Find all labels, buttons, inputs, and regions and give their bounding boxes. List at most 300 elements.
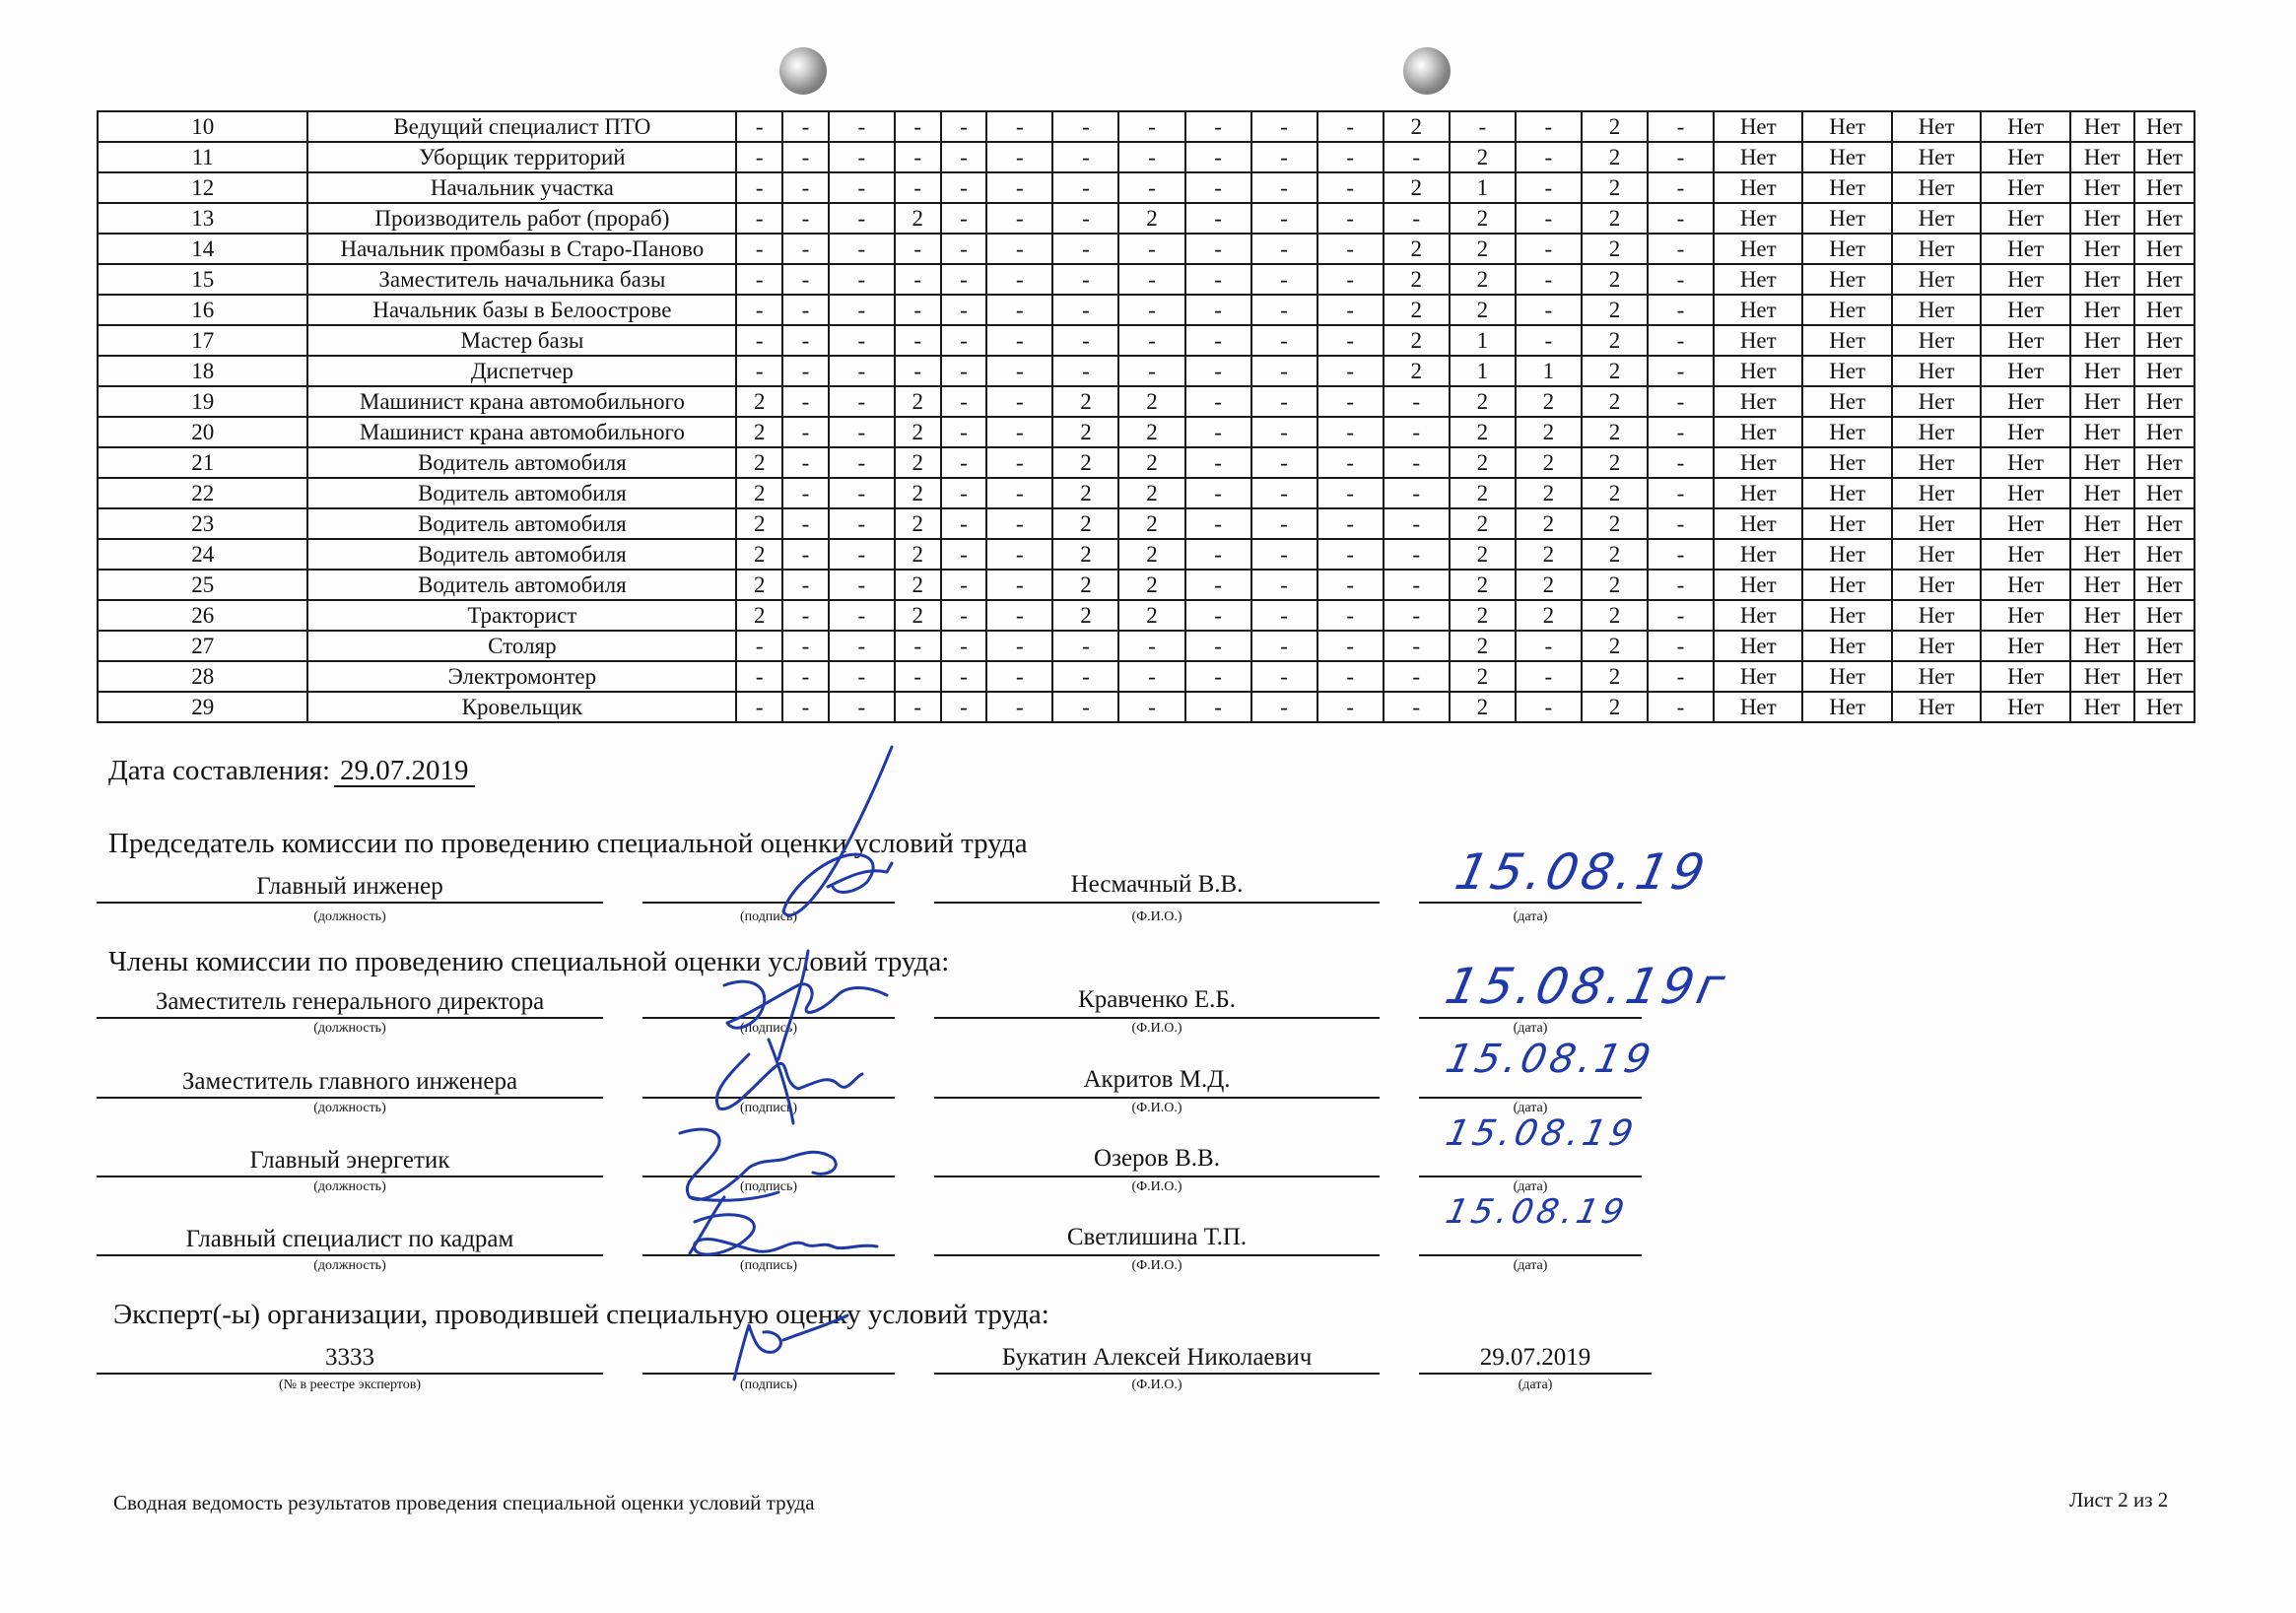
guarantee-cell: Нет	[1714, 417, 1802, 447]
guarantee-cell: Нет	[1892, 661, 1981, 692]
fio-caption: (Ф.И.О.)	[1131, 1258, 1182, 1273]
factor-class-cell: -	[829, 111, 895, 142]
factor-class-cell: -	[1317, 234, 1384, 264]
expert-registry: 3333	[325, 1344, 374, 1371]
factor-class-cell: -	[782, 539, 829, 570]
job-title: Начальник участка	[307, 172, 736, 203]
factor-class-cell: 2	[1052, 570, 1118, 600]
guarantee-cell: Нет	[1714, 172, 1802, 203]
guarantee-cell: Нет	[1892, 111, 1981, 142]
factor-class-cell: -	[782, 508, 829, 539]
factor-class-cell: -	[736, 356, 782, 386]
factor-class-cell: 2	[1582, 570, 1648, 600]
guarantee-cell: Нет	[1802, 417, 1891, 447]
table-row	[98, 539, 2195, 570]
factor-class-cell: -	[1516, 325, 1582, 356]
guarantee-cell: Нет	[1981, 264, 2069, 295]
factor-class-cell: 2	[895, 570, 941, 600]
factor-class-cell: -	[736, 234, 782, 264]
factor-class-cell: 2	[736, 478, 782, 508]
factor-class-cell: -	[782, 570, 829, 600]
guarantee-cell: Нет	[1802, 142, 1891, 172]
member-handwritten-date: 15.08.19г	[1440, 958, 1734, 1015]
guarantee-cell: Нет	[2134, 692, 2195, 722]
factor-class-cell: -	[1118, 234, 1184, 264]
guarantee-cell: Нет	[1714, 447, 1802, 478]
guarantee-cell: Нет	[2134, 600, 2195, 631]
guarantee-cell: Нет	[2134, 203, 2195, 234]
factor-class-cell: -	[1185, 417, 1251, 447]
factor-class-cell: -	[829, 356, 895, 386]
factor-class-cell: -	[1317, 539, 1384, 570]
factor-class-cell: 2	[1052, 417, 1118, 447]
row-number: 13	[98, 203, 307, 234]
position-caption: (должность)	[313, 1021, 386, 1036]
guarantee-cell: Нет	[1892, 692, 1981, 722]
position-line	[97, 1017, 603, 1019]
job-title: Начальник промбазы в Старо-Паново	[307, 234, 736, 264]
factor-class-cell: -	[1118, 692, 1184, 722]
factor-class-cell: -	[1648, 142, 1714, 172]
factor-class-cell: -	[782, 631, 829, 661]
factor-class-cell: -	[941, 661, 987, 692]
signature-line	[642, 1097, 895, 1099]
date-caption: (дата)	[1513, 1258, 1548, 1273]
factor-class-cell: 2	[1582, 692, 1648, 722]
signature-caption: (подпись)	[739, 1101, 798, 1115]
factor-class-cell: 2	[1118, 600, 1184, 631]
factor-class-cell: -	[1052, 172, 1118, 203]
factor-class-cell: 2	[1582, 417, 1648, 447]
factor-class-cell: -	[941, 295, 987, 325]
guarantee-cell: Нет	[2134, 417, 2195, 447]
factor-class-cell: -	[1185, 447, 1251, 478]
date-line	[1419, 1017, 1642, 1019]
row-number: 25	[98, 570, 307, 600]
factor-class-cell: -	[941, 539, 987, 570]
factor-class-cell: 2	[895, 508, 941, 539]
factor-class-cell: 2	[1582, 111, 1648, 142]
factor-class-cell: -	[1251, 142, 1317, 172]
footer-text: Сводная ведомость результатов проведения специальной оценки условий труда	[113, 1491, 815, 1514]
factor-class-cell: -	[782, 172, 829, 203]
compiled-date-line	[108, 755, 475, 787]
table-row	[98, 111, 2195, 142]
factor-class-cell: 2	[736, 508, 782, 539]
factor-class-cell: -	[1185, 631, 1251, 661]
factor-class-cell: -	[1251, 661, 1317, 692]
chair-position-caption: (должность)	[313, 909, 386, 924]
factor-class-cell: -	[1251, 386, 1317, 417]
guarantee-cell: Нет	[1714, 111, 1802, 142]
guarantee-cell: Нет	[1714, 234, 1802, 264]
factor-class-cell: -	[1251, 264, 1317, 295]
factor-class-cell: -	[895, 234, 941, 264]
factor-class-cell: -	[941, 417, 987, 447]
factor-class-cell: -	[1384, 600, 1450, 631]
factor-class-cell: -	[941, 600, 987, 631]
guarantee-cell: Нет	[1802, 508, 1891, 539]
factor-class-cell: -	[736, 661, 782, 692]
factor-class-cell: -	[736, 325, 782, 356]
factor-class-cell: 2	[1450, 264, 1516, 295]
factor-class-cell: -	[986, 234, 1052, 264]
factor-class-cell: 2	[1052, 386, 1118, 417]
job-title: Электромонтер	[307, 661, 736, 692]
guarantee-cell: Нет	[1981, 295, 2069, 325]
date-caption: (дата)	[1513, 1101, 1548, 1115]
job-title: Водитель автомобиля	[307, 447, 736, 478]
factor-class-cell: 2	[1450, 203, 1516, 234]
table-row	[98, 234, 2195, 264]
guarantee-cell: Нет	[1802, 478, 1891, 508]
guarantee-cell: Нет	[2134, 508, 2195, 539]
factor-class-cell: -	[941, 234, 987, 264]
factor-class-cell: 2	[1582, 295, 1648, 325]
factor-class-cell: -	[782, 142, 829, 172]
factor-class-cell: -	[1648, 417, 1714, 447]
factor-class-cell: -	[782, 447, 829, 478]
factor-class-cell: -	[1251, 172, 1317, 203]
factor-class-cell: -	[782, 203, 829, 234]
factor-class-cell: -	[829, 661, 895, 692]
guarantee-cell: Нет	[1802, 325, 1891, 356]
fio-caption: (Ф.И.О.)	[1131, 1021, 1182, 1036]
factor-class-cell: -	[1648, 264, 1714, 295]
factor-class-cell: 2	[1384, 295, 1450, 325]
factor-class-cell: -	[1185, 570, 1251, 600]
guarantee-cell: Нет	[1714, 600, 1802, 631]
factor-class-cell: 2	[1118, 570, 1184, 600]
factor-class-cell: 2	[1118, 386, 1184, 417]
chair-title: Председатель комиссии по проведению специальной оценки условий труда	[108, 828, 1028, 859]
row-number: 22	[98, 478, 307, 508]
factor-class-cell: -	[1516, 692, 1582, 722]
factor-class-cell: -	[1317, 203, 1384, 234]
factor-class-cell: -	[895, 142, 941, 172]
guarantee-cell: Нет	[1981, 478, 2069, 508]
factor-class-cell: -	[941, 264, 987, 295]
guarantee-cell: Нет	[2134, 142, 2195, 172]
factor-class-cell: -	[986, 508, 1052, 539]
factor-class-cell: -	[1251, 539, 1317, 570]
factor-class-cell: -	[1185, 111, 1251, 142]
factor-class-cell: -	[1251, 325, 1317, 356]
factor-class-cell: -	[736, 692, 782, 722]
guarantee-cell: Нет	[1981, 600, 2069, 631]
factor-class-cell: 2	[895, 478, 941, 508]
factor-class-cell: -	[829, 234, 895, 264]
guarantee-cell: Нет	[1714, 295, 1802, 325]
factor-class-cell: -	[1648, 447, 1714, 478]
factor-class-cell: 2	[1118, 447, 1184, 478]
factor-class-cell: 2	[1450, 417, 1516, 447]
row-number: 19	[98, 386, 307, 417]
factor-class-cell: -	[829, 508, 895, 539]
factor-class-cell: 2	[736, 570, 782, 600]
factor-class-cell: -	[1052, 692, 1118, 722]
table-row	[98, 417, 2195, 447]
guarantee-cell: Нет	[1981, 325, 2069, 356]
guarantee-cell: Нет	[1802, 264, 1891, 295]
factor-class-cell: -	[1185, 264, 1251, 295]
guarantee-cell: Нет	[1981, 386, 2069, 417]
position-caption: (должность)	[313, 1101, 386, 1115]
factor-class-cell: -	[941, 111, 987, 142]
members-title: Члены комиссии по проведению специальной оценки условий труда:	[108, 946, 950, 977]
guarantee-cell: Нет	[2134, 234, 2195, 264]
factor-class-cell: -	[1251, 631, 1317, 661]
factor-class-cell: -	[1185, 386, 1251, 417]
job-title: Машинист крана автомобильного	[307, 417, 736, 447]
factor-class-cell: -	[1251, 508, 1317, 539]
table-row	[98, 356, 2195, 386]
factor-class-cell: 2	[1450, 692, 1516, 722]
factor-class-cell: 2	[1582, 600, 1648, 631]
factor-class-cell: 2	[1384, 111, 1450, 142]
factor-class-cell: -	[1384, 661, 1450, 692]
factor-class-cell: 2	[1450, 631, 1516, 661]
fio-line	[934, 1176, 1380, 1177]
factor-class-cell: 2	[1582, 264, 1648, 295]
factor-class-cell: -	[986, 661, 1052, 692]
factor-class-cell: -	[1052, 234, 1118, 264]
table-row	[98, 447, 2195, 478]
factor-class-cell: -	[986, 295, 1052, 325]
factor-class-cell: -	[1317, 692, 1384, 722]
factor-class-cell: -	[986, 417, 1052, 447]
factor-class-cell: -	[1052, 325, 1118, 356]
factor-class-cell: -	[1648, 600, 1714, 631]
factor-class-cell: -	[986, 386, 1052, 417]
fio-line	[934, 1097, 1380, 1099]
factor-class-cell: -	[829, 325, 895, 356]
factor-class-cell: -	[1384, 478, 1450, 508]
guarantee-cell: Нет	[2070, 508, 2134, 539]
guarantee-cell: Нет	[2070, 203, 2134, 234]
factor-class-cell: -	[829, 172, 895, 203]
guarantee-cell: Нет	[1714, 570, 1802, 600]
guarantee-cell: Нет	[2134, 111, 2195, 142]
guarantee-cell: Нет	[2070, 295, 2134, 325]
factor-class-cell: -	[1516, 172, 1582, 203]
factor-class-cell: -	[986, 172, 1052, 203]
factor-class-cell: -	[1052, 111, 1118, 142]
factor-class-cell: -	[1648, 234, 1714, 264]
factor-class-cell: -	[1251, 570, 1317, 600]
row-number: 17	[98, 325, 307, 356]
factor-class-cell: -	[736, 172, 782, 203]
factor-class-cell: -	[1185, 600, 1251, 631]
signature-line	[642, 1254, 895, 1256]
guarantee-cell: Нет	[1714, 661, 1802, 692]
factor-class-cell: 2	[1582, 661, 1648, 692]
factor-class-cell: 2	[1450, 447, 1516, 478]
member-name: Акритов М.Д.	[1083, 1066, 1231, 1093]
factor-class-cell: -	[986, 203, 1052, 234]
job-title: Заместитель начальника базы	[307, 264, 736, 295]
factor-class-cell: -	[829, 264, 895, 295]
guarantee-cell: Нет	[1981, 447, 2069, 478]
factor-class-cell: 2	[1384, 264, 1450, 295]
chair-fio-caption: (Ф.И.О.)	[1131, 909, 1182, 924]
chair-date-caption: (дата)	[1513, 909, 1548, 924]
table-row	[98, 692, 2195, 722]
factor-class-cell: -	[1317, 264, 1384, 295]
factor-class-cell: -	[986, 356, 1052, 386]
factor-class-cell: 2	[895, 203, 941, 234]
compiled-date-value: 29.07.2019	[334, 756, 475, 787]
signature-line	[642, 1017, 895, 1019]
factor-class-cell: 2	[1582, 142, 1648, 172]
row-number: 12	[98, 172, 307, 203]
guarantee-cell: Нет	[1981, 172, 2069, 203]
guarantee-cell: Нет	[1802, 386, 1891, 417]
guarantee-cell: Нет	[1802, 631, 1891, 661]
position-line	[97, 1254, 603, 1256]
factor-class-cell: 2	[1582, 234, 1648, 264]
factor-class-cell: -	[1251, 295, 1317, 325]
factor-class-cell: -	[1185, 295, 1251, 325]
factor-class-cell: -	[1118, 172, 1184, 203]
factor-class-cell: 2	[736, 600, 782, 631]
member-position: Заместитель генерального директора	[155, 988, 545, 1015]
factor-class-cell: -	[941, 508, 987, 539]
factor-class-cell: -	[1648, 631, 1714, 661]
factor-class-cell: -	[1185, 692, 1251, 722]
guarantee-cell: Нет	[2134, 539, 2195, 570]
guarantee-cell: Нет	[2070, 600, 2134, 631]
member-name: Светлишина Т.П.	[1066, 1224, 1248, 1250]
factor-class-cell: -	[782, 295, 829, 325]
factor-class-cell: -	[1384, 386, 1450, 417]
factor-class-cell: -	[829, 386, 895, 417]
factor-class-cell: 2	[895, 417, 941, 447]
factor-class-cell: 2	[1582, 539, 1648, 570]
factor-class-cell: 2	[895, 447, 941, 478]
factor-class-cell: -	[1118, 661, 1184, 692]
factor-class-cell: 2	[895, 386, 941, 417]
row-number: 29	[98, 692, 307, 722]
guarantee-cell: Нет	[1981, 692, 2069, 722]
table-row	[98, 631, 2195, 661]
factor-class-cell: 2	[1052, 447, 1118, 478]
factor-class-cell: -	[829, 600, 895, 631]
guarantee-cell: Нет	[2070, 386, 2134, 417]
factor-class-cell: -	[1251, 234, 1317, 264]
factor-class-cell: -	[1317, 570, 1384, 600]
guarantee-cell: Нет	[1802, 570, 1891, 600]
position-line	[97, 1097, 603, 1099]
guarantee-cell: Нет	[2134, 295, 2195, 325]
factor-class-cell: -	[1384, 570, 1450, 600]
guarantee-cell: Нет	[1802, 234, 1891, 264]
guarantee-cell: Нет	[1802, 600, 1891, 631]
factor-class-cell: 2	[736, 417, 782, 447]
factor-class-cell: -	[1384, 417, 1450, 447]
date-line	[1419, 1254, 1642, 1256]
factor-class-cell: 2	[1582, 325, 1648, 356]
factor-class-cell: -	[1317, 661, 1384, 692]
factor-class-cell: 2	[1516, 570, 1582, 600]
position-caption: (должность)	[313, 1179, 386, 1194]
factor-class-cell: -	[1516, 234, 1582, 264]
factor-class-cell: 1	[1516, 356, 1582, 386]
row-number: 28	[98, 661, 307, 692]
date-caption: (дата)	[1513, 1179, 1548, 1194]
factor-class-cell: 2	[1052, 600, 1118, 631]
guarantee-cell: Нет	[1981, 203, 2069, 234]
guarantee-cell: Нет	[1892, 356, 1981, 386]
guarantee-cell: Нет	[1981, 539, 2069, 570]
factor-class-cell: -	[1185, 478, 1251, 508]
guarantee-cell: Нет	[1892, 264, 1981, 295]
factor-class-cell: 2	[1582, 631, 1648, 661]
factor-class-cell: -	[941, 325, 987, 356]
factor-class-cell: 2	[1450, 478, 1516, 508]
punch-hole-left	[779, 47, 827, 95]
guarantee-cell: Нет	[2070, 356, 2134, 386]
factor-class-cell: 2	[1516, 478, 1582, 508]
guarantee-cell: Нет	[1981, 631, 2069, 661]
chair-handwritten-date: 15.08.19	[1450, 843, 1714, 901]
factor-class-cell: -	[782, 692, 829, 722]
factor-class-cell: -	[1648, 508, 1714, 539]
guarantee-cell: Нет	[2070, 447, 2134, 478]
factor-class-cell: -	[1384, 631, 1450, 661]
factor-class-cell: 2	[1052, 478, 1118, 508]
guarantee-cell: Нет	[2070, 234, 2134, 264]
factor-class-cell: -	[782, 111, 829, 142]
factor-class-cell: -	[1052, 203, 1118, 234]
table-row	[98, 264, 2195, 295]
factor-class-cell: -	[1317, 631, 1384, 661]
factor-class-cell: -	[1185, 356, 1251, 386]
factor-class-cell: 2	[1582, 508, 1648, 539]
job-title: Ведущий специалист ПТО	[307, 111, 736, 142]
factor-class-cell: -	[895, 111, 941, 142]
factor-class-cell: -	[895, 661, 941, 692]
guarantee-cell: Нет	[1802, 295, 1891, 325]
factor-class-cell: -	[895, 325, 941, 356]
results-table	[97, 110, 2195, 723]
factor-class-cell: 2	[736, 386, 782, 417]
factor-class-cell: -	[1648, 661, 1714, 692]
guarantee-cell: Нет	[1714, 692, 1802, 722]
table-row	[98, 570, 2195, 600]
guarantee-cell: Нет	[1892, 631, 1981, 661]
factor-class-cell: 2	[1450, 570, 1516, 600]
factor-class-cell: -	[986, 692, 1052, 722]
factor-class-cell: -	[736, 264, 782, 295]
guarantee-cell: Нет	[1802, 447, 1891, 478]
factor-class-cell: -	[1118, 356, 1184, 386]
date-caption: (дата)	[1513, 1021, 1548, 1036]
fio-caption: (Ф.И.О.)	[1131, 1101, 1182, 1115]
job-title: Машинист крана автомобильного	[307, 386, 736, 417]
signature-line	[642, 1176, 895, 1177]
guarantee-cell: Нет	[1981, 661, 2069, 692]
guarantee-cell: Нет	[2070, 142, 2134, 172]
factor-class-cell: -	[1251, 478, 1317, 508]
guarantee-cell: Нет	[1892, 386, 1981, 417]
guarantee-cell: Нет	[2134, 172, 2195, 203]
guarantee-cell: Нет	[2134, 386, 2195, 417]
position-caption: (должность)	[313, 1258, 386, 1273]
guarantee-cell: Нет	[1892, 478, 1981, 508]
factor-class-cell: -	[1185, 661, 1251, 692]
factor-class-cell: -	[1185, 203, 1251, 234]
